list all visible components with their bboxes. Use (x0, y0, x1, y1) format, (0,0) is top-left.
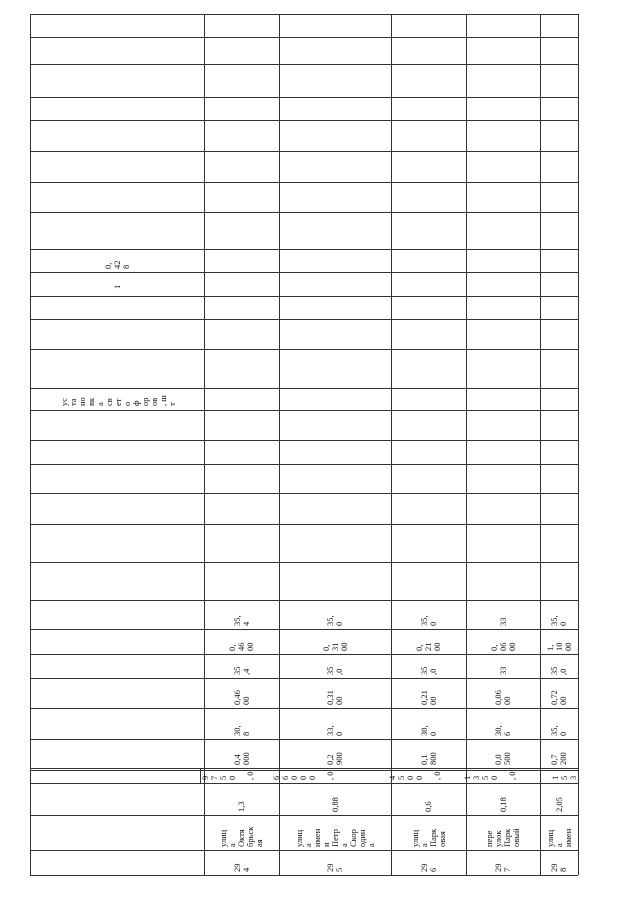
table-cell: 35 ,0 (418, 666, 438, 675)
table-cell: 0, 21 00 (414, 642, 442, 651)
table-cell: 1 5 3 (549, 775, 578, 780)
table-grid-line (30, 64, 578, 65)
table-cell: 0,72 00 (549, 690, 568, 705)
table-cell: 9 7 5 0 , 0 (200, 771, 255, 780)
table-grid-line (578, 14, 579, 875)
row-number: 29 7 (493, 863, 512, 872)
table-grid-line (30, 654, 578, 655)
table-grid-line (30, 768, 578, 769)
row-number: 29 4 (231, 863, 251, 872)
table-cell: 35 ,4 (231, 666, 251, 675)
table-grid-line (30, 493, 578, 494)
table-grid-line (30, 319, 578, 320)
table-grid-line (30, 349, 578, 350)
table-cell: 1 (111, 284, 122, 289)
street-name: улиц а имен (544, 828, 573, 847)
table-grid-line (30, 600, 578, 601)
table-grid-line (30, 678, 578, 679)
table-grid-line (30, 212, 578, 213)
table-grid-line (30, 14, 578, 15)
table-cell: 35 ,0 (325, 666, 344, 675)
table-cell: 33, 0 (325, 725, 344, 736)
table-cell: 0,88 (329, 797, 340, 812)
table-grid-line (30, 388, 578, 389)
table-cell: 35 ,0 (549, 666, 568, 675)
table-cell: 6 6 0 0 0 , 0 (270, 771, 335, 780)
table-grid-line (30, 783, 578, 784)
row-number: 29 5 (325, 863, 344, 872)
table-grid-line (30, 410, 578, 411)
table-cell: 0,31 00 (325, 690, 344, 705)
table-grid-line (30, 739, 578, 740)
table-grid-line (540, 14, 541, 875)
table-cell: 0, 06 00 (488, 642, 517, 651)
table-cell: 0,7 200 (549, 752, 568, 765)
table-grid-line (30, 249, 578, 250)
table-cell: 33 (497, 666, 508, 675)
table-grid-line (30, 850, 578, 851)
table-cell: 30, 6 (493, 725, 512, 736)
table-grid-line (30, 629, 578, 630)
table-cell: 0,18 (497, 797, 508, 812)
table-grid-line (30, 120, 578, 121)
table-grid-line (279, 14, 280, 875)
table-cell: 0,4 000 (231, 752, 251, 765)
table-grid-line (30, 272, 578, 273)
table-cell: 0,2 900 (325, 752, 344, 765)
table-cell: 0, 31 00 (320, 642, 349, 651)
table-grid-line (466, 14, 467, 875)
table-cell: 0,06 00 (493, 690, 512, 705)
table-cell: 35, 0 (549, 615, 568, 626)
table-grid-line (30, 440, 578, 441)
table-cell: 1 3 5 0 , 0 (462, 771, 517, 780)
table-grid-line (30, 708, 578, 709)
table-grid-line (391, 14, 392, 875)
table-cell: 35, 0 (418, 615, 438, 626)
table-cell: 1, 10 00 (544, 642, 573, 651)
table-cell: 35, 0 (549, 725, 568, 736)
table-cell: 4 5 0 0 , 0 (387, 771, 442, 780)
table-grid-line (30, 562, 578, 563)
table-cell: 30, 0 (418, 725, 438, 736)
table-cell: 35, 4 (231, 615, 251, 626)
street-name: улиц а имен и Петр а Скор один а (293, 828, 376, 847)
table-grid-line (30, 151, 578, 152)
table-cell: 2,05 (553, 797, 564, 812)
table-grid-line (30, 182, 578, 183)
table-grid-line (30, 524, 578, 525)
table-grid-line (30, 815, 578, 816)
table-grid-line (30, 97, 578, 98)
street-name: улиц а Октя брьск ая (218, 826, 264, 847)
table-cell: 0,0 500 (493, 752, 512, 765)
table-cell: 0, 46 00 (227, 642, 255, 651)
table-cell: 1,3 (236, 801, 246, 812)
table-cell: 0,21 00 (418, 690, 438, 705)
table-cell: 0,6 (423, 801, 433, 812)
row-header-label: ус та но вк а св ет о ф ор ов , ш т (58, 395, 177, 406)
table-cell: 0,1 800 (418, 752, 438, 765)
table-grid-line (30, 14, 31, 875)
table-grid-line (204, 14, 205, 875)
table-grid-line (30, 296, 578, 297)
row-number: 29 6 (418, 863, 438, 872)
table-cell: 30, 8 (231, 725, 251, 736)
table-grid-line (30, 875, 578, 876)
table-cell: 33 (497, 617, 508, 626)
table-grid-line (30, 37, 578, 38)
row-number: 29 8 (549, 863, 568, 872)
table-cell: 0, 42 8 (102, 260, 131, 269)
table-cell: 35, 0 (325, 615, 344, 626)
table-grid-line (30, 464, 578, 465)
street-name: улиц а Парк овая (409, 828, 447, 847)
table-cell: 0,46 00 (231, 690, 251, 705)
street-name: пере улок Парк овый (484, 828, 521, 847)
